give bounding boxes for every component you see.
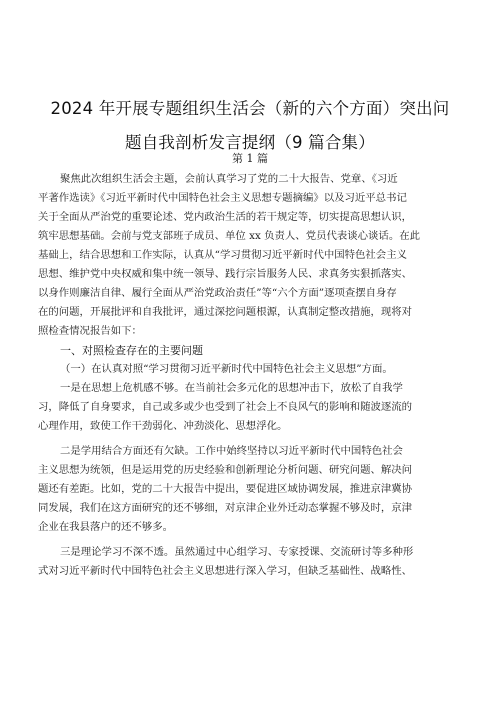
paragraph-line: 聚焦此次组织生活会主题，会前认真学习了党的二十大报告、党章、《习近	[60, 173, 398, 185]
paragraph-line: 式对习近平新时代中国特色社会主义思想进行深入学习，但缺乏基础性、战略性、	[38, 565, 413, 577]
paragraph-line: 筑牢思想基础。会前与党支部班子成员、单位 xx 负责人、党员代表谈心谈话。在此	[38, 230, 420, 242]
paragraph-line: 题还有差距。比如，党的二十大报告中提出，要促进区域协调发展，推进京津冀协	[38, 483, 413, 495]
paragraph-line: 三是理论学习不深不透。虽然通过中心组学习、专家授课、交流研讨等多种形	[60, 546, 414, 558]
paragraph-line: 照检查情况报告如下：	[38, 325, 142, 337]
section-heading: 一、对照检查存在的主要问题	[60, 344, 203, 357]
paragraph-line: 在的问题，开展批评和自我批评，通过深挖问题根源，认真制定整改措施，现将对	[38, 306, 413, 318]
paragraph-line: 一是在思想上危机感不够。在当前社会多元化的思想冲击下，放松了自我学	[60, 382, 403, 394]
paragraph-line: 主义思想为统领，但是运用党的历史经验和创新理论分析问题、研究问题、解决问	[38, 464, 413, 476]
paragraph-line: 基础上，结合思想和工作实际，认真从“学习贯彻习近平新时代中国特色社会主义	[38, 249, 407, 261]
section-number: 第 1 篇	[232, 152, 268, 165]
paragraph-line: 思想、维护党中央权威和集中统一领导、践行宗旨服务人民、求真务实狠抓落实、	[38, 268, 413, 280]
paragraph-line: 心理作用，致使工作干劲弱化、冲劲淡化、思想浮化。	[38, 420, 288, 432]
paragraph-line: 平著作选读》《习近平新时代中国特色社会主义思想专题摘编》以及习近平总书记	[38, 192, 407, 204]
paragraph-line: 同发展，我们在这方面研究的还不够细，对京津企业外迁动态掌握不够及时，京津	[38, 502, 413, 514]
title-line: 2024 年开展专题组织生活会（新的六个方面）突出问	[50, 99, 450, 118]
paragraph-line: 习，降低了自身要求，自己或多或少也受到了社会上不良风气的影响和随波逐流的	[38, 401, 413, 413]
subsection-heading: （一）在认真对照“学习贯彻习近平新时代中国特色社会主义思想”方面。	[60, 363, 393, 375]
paragraph-line: 二是学用结合方面还有欠缺。工作中始终坚持以习近平新时代中国特色社会	[60, 445, 403, 457]
document-title	[28, 92, 472, 160]
title-line: 题自我剖析发言提纲（9 篇合集）	[125, 133, 375, 152]
paragraph-line: 以身作则廉洁自律、履行全面从严治党政治责任”等“六个方面”逐项查摆自身存	[38, 287, 397, 299]
paragraph-line: 企业在我县落户的还不够多。	[38, 521, 174, 533]
document-body	[38, 170, 466, 581]
paragraph-line: 关于全面从严治党的重要论述、党内政治生活的若干规定等，切实提高思想认识，	[38, 211, 413, 223]
